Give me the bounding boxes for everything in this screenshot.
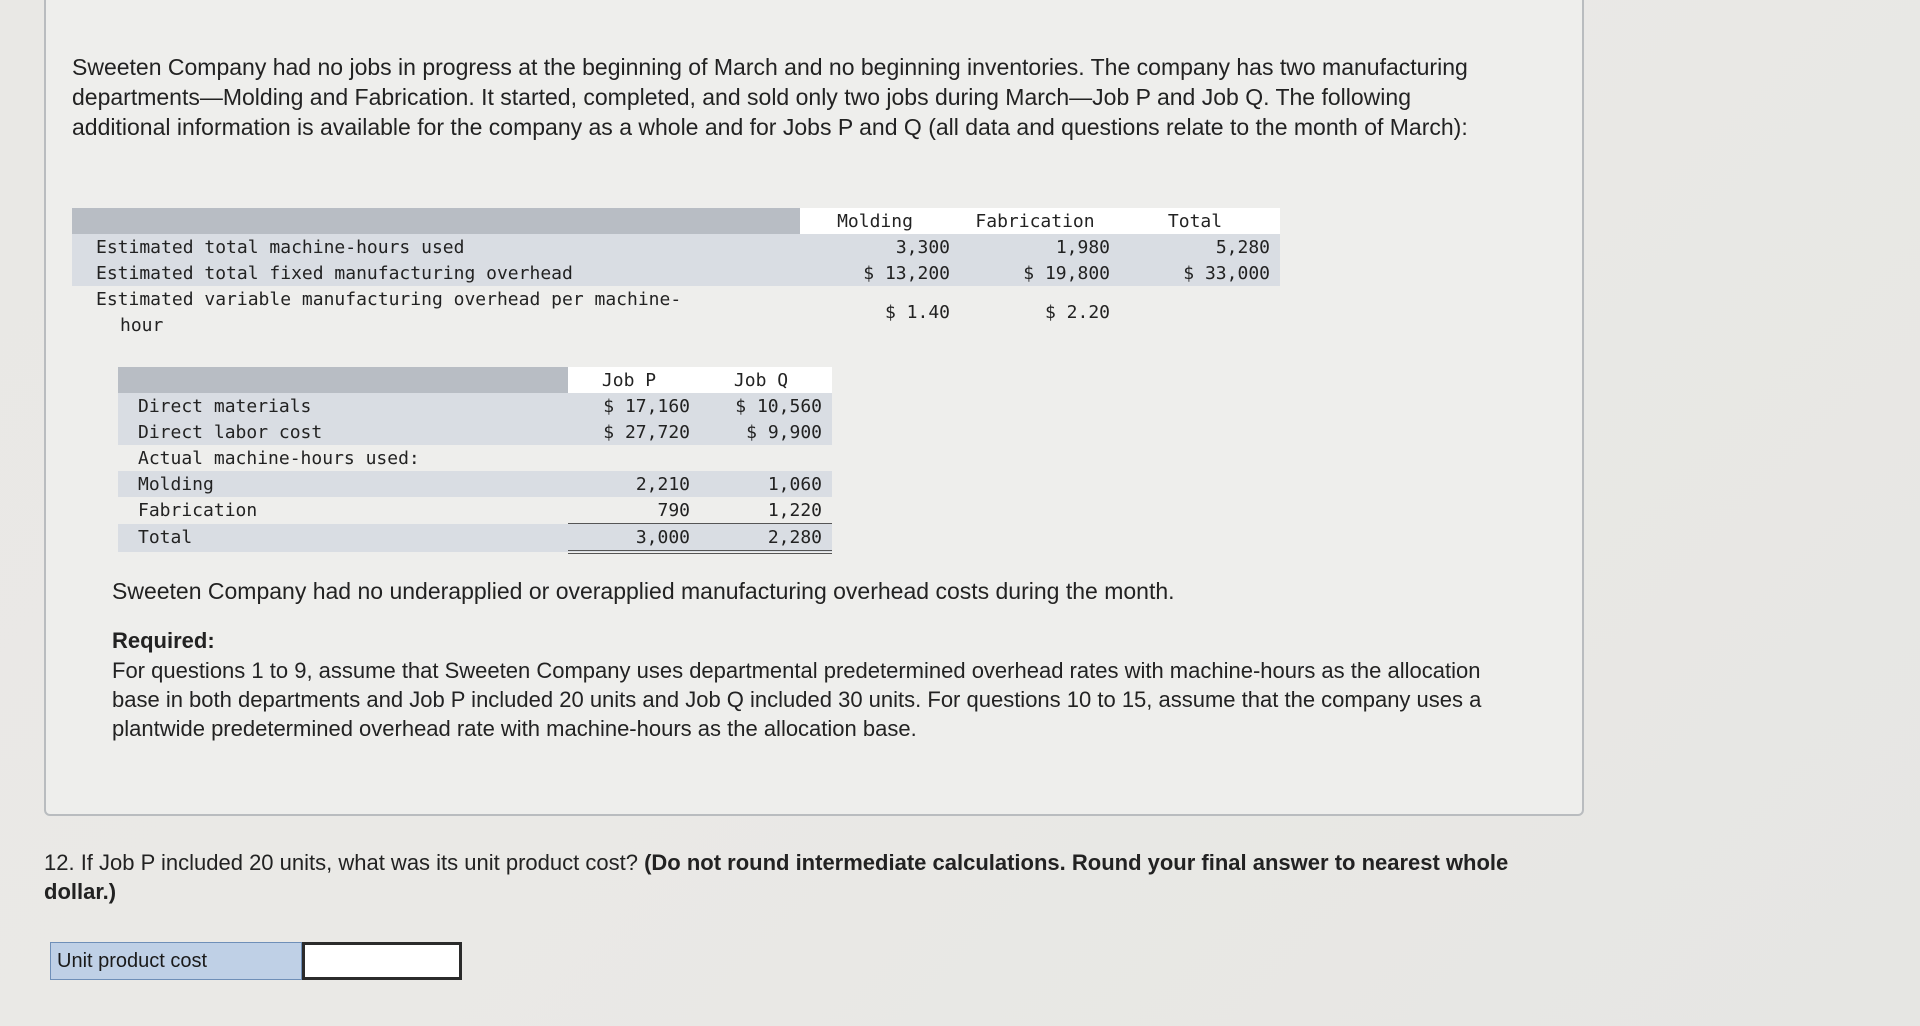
cell-value: $ 2.20 bbox=[1044, 301, 1110, 323]
jobs-header-job-q: Job Q bbox=[700, 367, 832, 393]
table-row bbox=[118, 393, 832, 419]
cell-value: 5,280 bbox=[1120, 234, 1280, 260]
dept-header-blank bbox=[72, 208, 800, 234]
dept-header-total: Total bbox=[1120, 208, 1280, 234]
table-row bbox=[72, 286, 1280, 312]
jobs-header-blank bbox=[118, 367, 568, 393]
row-label: Molding bbox=[118, 471, 568, 497]
question-instruction: (Do not round intermediate calculations. Round your final answer to nearest whole dollar.) bbox=[44, 850, 1509, 904]
cell-value: $ 33,000 bbox=[1120, 260, 1280, 286]
required-heading: Required: bbox=[112, 628, 215, 653]
dept-header-molding: Molding bbox=[800, 208, 960, 234]
cell-value: 1,980 bbox=[960, 234, 1120, 260]
jobs-header-job-p: Job P bbox=[568, 367, 700, 393]
dept-header-fabrication: Fabrication bbox=[960, 208, 1120, 234]
cell-value: 1,060 bbox=[700, 471, 832, 497]
table-row bbox=[72, 234, 1280, 260]
cell-value: 2,280 bbox=[700, 524, 832, 553]
row-label: Total bbox=[118, 524, 568, 553]
cell-value: 3,300 bbox=[800, 234, 960, 260]
row-label-continued: hour bbox=[120, 314, 164, 336]
table-row bbox=[118, 471, 832, 497]
cell-value: $ 17,160 bbox=[568, 393, 700, 419]
table-row bbox=[118, 419, 832, 445]
cell-value: 1,220 bbox=[700, 497, 832, 524]
cell-value: 790 bbox=[568, 497, 700, 524]
cell-value: $ 9,900 bbox=[700, 419, 832, 445]
jobs-table bbox=[118, 367, 832, 554]
cell-value: $ 27,720 bbox=[568, 419, 700, 445]
answer-row bbox=[50, 942, 462, 980]
cell-value: $ 13,200 bbox=[800, 260, 960, 286]
row-label: Estimated total machine-hours used bbox=[72, 234, 800, 260]
cell-value bbox=[700, 445, 832, 471]
cell-value: $ 10,560 bbox=[700, 393, 832, 419]
cell-value: $ 1.40 bbox=[884, 301, 950, 323]
table-row bbox=[118, 497, 832, 524]
row-label: Estimated variable manufacturing overhead per machine- bbox=[96, 288, 682, 310]
question-prompt bbox=[44, 848, 1564, 906]
table-row bbox=[118, 524, 832, 553]
department-table bbox=[72, 208, 1280, 338]
cell-value bbox=[1120, 286, 1280, 338]
row-label: Fabrication bbox=[138, 499, 258, 521]
cell-value: 2,210 bbox=[568, 471, 700, 497]
row-label: Actual machine-hours used: bbox=[138, 447, 420, 469]
row-label: Direct materials bbox=[118, 393, 568, 419]
overhead-note: Sweeten Company had no underapplied or overapplied manufacturing overhead costs during the month. bbox=[112, 578, 1175, 604]
cell-value: $ 19,800 bbox=[960, 260, 1120, 286]
unit-product-cost-label: Unit product cost bbox=[50, 942, 302, 980]
unit-product-cost-input[interactable] bbox=[302, 942, 462, 980]
table-row bbox=[118, 445, 832, 471]
cell-value: 3,000 bbox=[568, 524, 700, 553]
question-text: 12. If Job P included 20 units, what was its unit product cost? bbox=[44, 850, 645, 875]
row-label: Estimated total fixed manufacturing overhead bbox=[72, 260, 800, 286]
problem-intro: Sweeten Company had no jobs in progress at the beginning of March and no beginning inventories. The company has two manufacturing departments—Molding and Fabrication. It started, completed, and sold only two jobs during March—Job P and Job Q. The following additional information is available for the company as a whole and for Jobs P and Q (all data and questions relate to the month of March): bbox=[72, 54, 1468, 140]
row-label: Direct labor cost bbox=[118, 419, 568, 445]
required-text: For questions 1 to 9, assume that Sweeten Company uses departmental predetermined overhead rates with machine-hours as the allocation base in both departments and Job P included 20 units and Job Q included 30 units. For questions 10 to 15, assume that the company uses a plantwide predetermined overhead rate with machine-hours as the allocation base. bbox=[112, 658, 1482, 741]
cell-value bbox=[568, 445, 700, 471]
table-row bbox=[72, 260, 1280, 286]
